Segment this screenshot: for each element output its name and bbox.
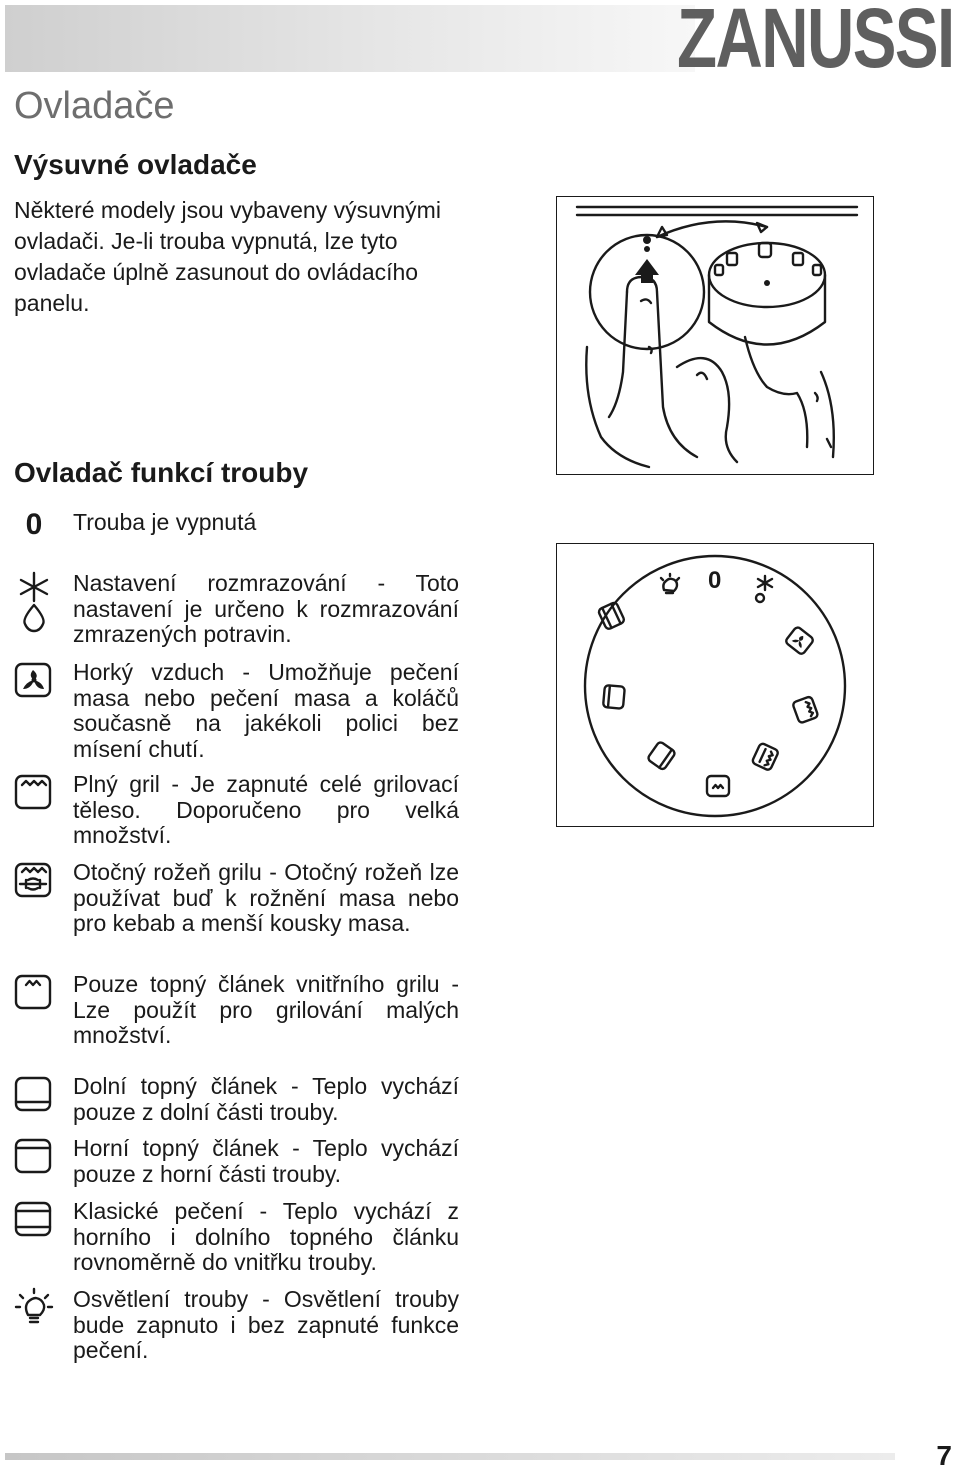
dial-top-heat-icon (603, 685, 625, 709)
list-item-conventional (14, 1199, 459, 1276)
dial-full-grill-icon (792, 696, 818, 724)
section-heading-retractable-knobs: Výsuvné ovladače (14, 149, 257, 180)
item-text: Horní topný článek - Teplo vychází pouze z horní části trouby. (73, 1135, 459, 1187)
page-title: Ovladače (14, 85, 175, 127)
full-grill-icon (14, 772, 54, 817)
item-text: Otočný rožeň grilu - Otočný rožeň lze používat buď k rožnění masa nebo pro kebab a menší kousky masa. (73, 859, 459, 936)
page-number: 7 (936, 1440, 952, 1471)
zero-symbol: 0 (25, 508, 43, 541)
dial-bottom-heat-icon (647, 741, 676, 770)
inner-grill-icon (14, 972, 54, 1017)
fan-icon (14, 660, 54, 705)
dial-rotisserie-icon (752, 743, 779, 771)
dial-defrost-icon (756, 576, 772, 602)
defrost-icon (14, 571, 54, 638)
dial-zero-label: 0 (708, 567, 722, 594)
list-item-rotisserie (14, 860, 459, 937)
dial-light-icon (661, 574, 679, 593)
light-icon (14, 1287, 54, 1332)
bottom-heat-icon (14, 1074, 54, 1119)
function-dial-illustration (556, 543, 874, 827)
intro-paragraph: Některé modely jsou vybaveny výsuvnými ovladači. Je-li trouba vypnutá, lze tyto ovladače úplně zasunout do ovládacího panelu. (14, 197, 441, 316)
header-bar (5, 5, 695, 72)
list-item-top-heat (14, 1136, 459, 1187)
knob-push-drawing (557, 197, 873, 474)
item-text: Dolní topný článek - Teplo vychází pouze z dolní části trouby. (73, 1073, 459, 1125)
dial-fan-icon (785, 626, 815, 655)
item-text: Trouba je vypnutá (73, 509, 257, 535)
list-item-defrost (14, 571, 459, 648)
list-item-off (14, 508, 459, 541)
list-item-full-grill (14, 772, 459, 849)
list-item-bottom-heat (14, 1074, 459, 1125)
item-text: Plný gril - Je zapnuté celé grilovací těleso. Doporučeno pro velká množství. (73, 771, 459, 848)
list-item-light (14, 1287, 459, 1364)
retractable-knob-illustration (556, 196, 874, 475)
list-item-hot-air (14, 660, 459, 762)
top-heat-icon (14, 1136, 54, 1181)
item-text: Osvětlení trouby - Osvětlení trouby bude zapnuto i bez zapnuté funkce pečení. (73, 1286, 459, 1363)
conventional-icon (14, 1199, 54, 1244)
footer-rule (5, 1453, 895, 1460)
rotisserie-icon (14, 860, 54, 905)
item-text: Nastavení rozmrazování - Toto nastavení je určeno k rozmrazování zmrazených potravin. (73, 570, 459, 647)
list-item-inner-grill (14, 972, 459, 1049)
section-heading-function-knob: Ovladač funkcí trouby (14, 457, 309, 488)
dial-inner-grill-icon (707, 776, 729, 796)
dial-conventional-icon (598, 602, 625, 630)
function-dial-drawing (557, 544, 873, 826)
item-text: Klasické pečení - Teplo vychází z horního i dolního topného článku rovnoměrně do vnitřku trouby. (73, 1198, 459, 1275)
item-text: Horký vzduch - Umožňuje pečení masa nebo pečení masa a koláčů současně na jakékoli polici bez mísení chutí. (73, 659, 459, 762)
brand-logo: ZANUSSI (677, 0, 954, 85)
item-text: Pouze topný článek vnitřního grilu - Lze použít pro grilování malých množství. (73, 971, 459, 1048)
